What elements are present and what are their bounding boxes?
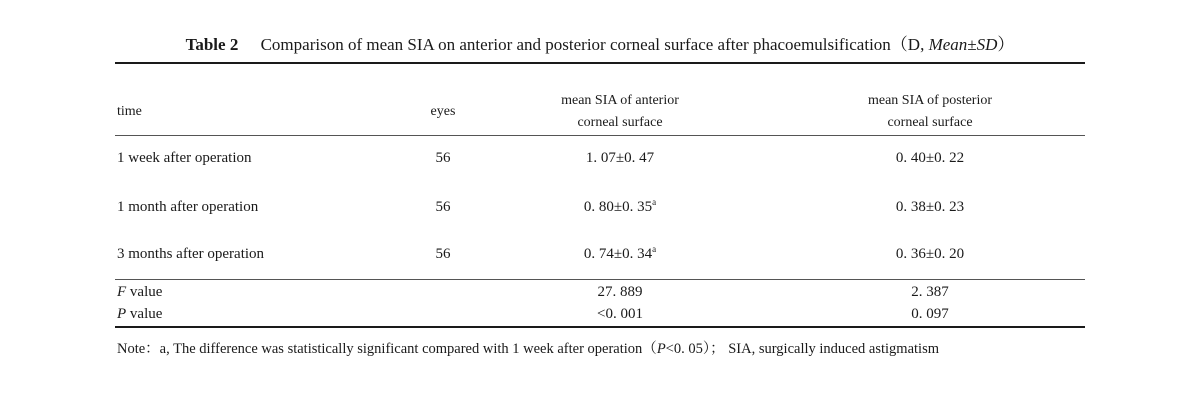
header-posterior — [830, 90, 1030, 134]
caption-number: 2 — [229, 35, 239, 54]
header-rule — [115, 135, 1085, 136]
note-prefix: Note：a, The difference was statistically significant compared with 1 week after operation（ — [117, 341, 657, 357]
stat-p-anterior: <0. 001 — [597, 306, 643, 322]
row-3-eyes: 56 — [435, 246, 451, 262]
stat-f-anterior: 27. 889 — [597, 284, 643, 300]
stat-p-symbol: P — [117, 306, 127, 322]
row-2-anterior-sup: a — [652, 197, 657, 207]
row-2-posterior: 0. 38±0. 23 — [895, 199, 965, 215]
bottom-rule — [115, 326, 1085, 328]
row-2-anterior-value: 0. 80±0. 35 — [583, 199, 653, 215]
row-2-time: 1 month after operation — [117, 199, 259, 215]
header-anterior-line2: corneal surface — [577, 115, 663, 130]
caption-label: Table — [185, 35, 226, 54]
row-1-anterior — [520, 148, 720, 168]
caption-stat: Mean±SD — [928, 35, 998, 54]
stat-p-label — [117, 304, 162, 324]
row-3-posterior: 0. 36±0. 20 — [895, 246, 965, 262]
table-note — [117, 339, 939, 359]
header-anterior — [520, 90, 720, 134]
row-3-time: 3 months after operation — [117, 246, 265, 262]
top-rule — [115, 62, 1085, 64]
note-rest: <0. 05）； SIA, surgically induced astigmatism — [665, 341, 939, 357]
row-3-anterior-value: 0. 74±0. 34 — [583, 246, 653, 262]
row-1-eyes: 56 — [435, 150, 451, 166]
row-3-anterior — [520, 244, 720, 264]
stat-f-text: value — [129, 284, 163, 300]
row-1-time: 1 week after operation — [117, 150, 252, 166]
table-caption — [0, 34, 1200, 56]
header-posterior-line1: mean SIA of posterior — [867, 93, 993, 108]
header-anterior-line1: mean SIA of anterior — [561, 93, 679, 108]
stat-p-posterior: 0. 097 — [911, 306, 949, 322]
header-posterior-line2: corneal surface — [887, 115, 973, 130]
stat-p-text: value — [129, 306, 163, 322]
caption-close: ） — [997, 35, 1015, 54]
note-p-symbol: P — [656, 341, 666, 357]
caption-text: Comparison of mean SIA on anterior and posterior corneal surface after phacoemulsification（D, — [260, 35, 925, 54]
row-2-anterior — [520, 197, 720, 217]
row-1-posterior: 0. 40±0. 22 — [895, 150, 965, 166]
header-eyes: eyes — [430, 104, 456, 119]
row-1-anterior-value: 1. 07±0. 47 — [585, 150, 655, 166]
stat-f-posterior: 2. 387 — [911, 284, 949, 300]
row-2-eyes: 56 — [435, 199, 451, 215]
stats-rule — [115, 279, 1085, 280]
stat-f-symbol: F — [117, 284, 127, 300]
stat-f-label — [117, 282, 162, 302]
header-time: time — [117, 104, 142, 119]
row-3-anterior-sup: a — [652, 244, 657, 254]
